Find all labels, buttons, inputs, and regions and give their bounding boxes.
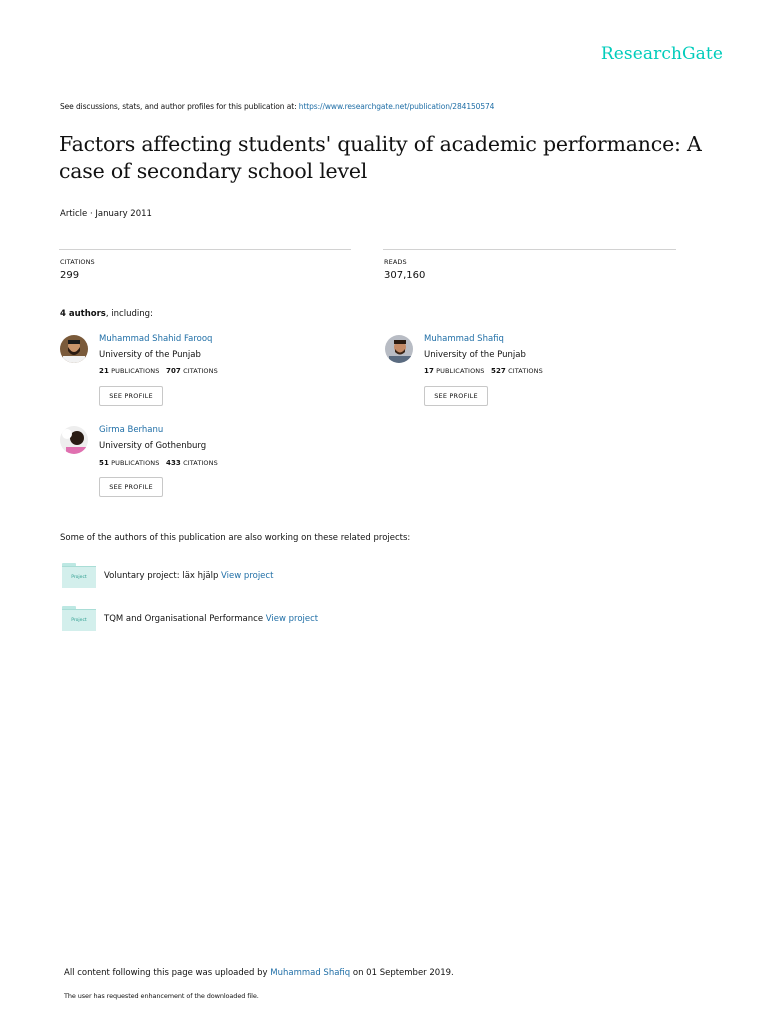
citations-value: 299	[60, 270, 80, 281]
related-projects-heading: Some of the authors of this publication are also working on these related projects:	[60, 533, 411, 543]
publication-url-link[interactable]: https://www.researchgate.net/publication/284150574	[298, 102, 495, 111]
author-institution: University of the Punjab	[424, 350, 526, 360]
citations-label: CITATIONS	[183, 459, 218, 467]
avatar-image	[60, 426, 88, 454]
project-icon-label: Project	[62, 566, 96, 588]
project-item	[104, 614, 318, 624]
avatar[interactable]	[60, 426, 88, 454]
citations-label: CITATIONS	[508, 367, 543, 375]
citations-label: CITATIONS	[183, 367, 218, 375]
project-folder-icon	[62, 563, 96, 587]
author-institution: University of Gothenburg	[99, 441, 207, 451]
avatar[interactable]	[60, 335, 88, 363]
authors-heading	[60, 309, 153, 319]
project-item	[104, 571, 273, 581]
reads-value: 307,160	[384, 270, 426, 281]
view-project-link[interactable]: View project	[265, 614, 319, 624]
researchgate-logo[interactable]: ResearchGate	[600, 44, 723, 64]
author-stats	[99, 459, 218, 467]
citations-count: 707	[165, 367, 181, 375]
author-name-link[interactable]: Girma Berhanu	[99, 425, 164, 435]
citations-label: CITATIONS	[60, 258, 95, 266]
author-institution: University of the Punjab	[99, 350, 201, 360]
citations-divider	[59, 249, 351, 250]
project-name: Voluntary project: läx hjälp	[104, 571, 219, 581]
authors-count: 4 authors	[60, 309, 106, 319]
uploader-link[interactable]: Muhammad Shafiq	[270, 968, 351, 978]
discussion-line	[60, 102, 494, 111]
reads-label: READS	[384, 258, 407, 266]
discussion-text: See discussions, stats, and author profiles for this publication at:	[60, 102, 297, 111]
citations-count: 527	[490, 367, 506, 375]
author-stats	[424, 367, 543, 375]
author-stats	[99, 367, 218, 375]
citations-count: 433	[165, 459, 181, 467]
project-folder-icon	[62, 606, 96, 630]
see-profile-button[interactable]: SEE PROFILE	[99, 477, 163, 497]
author-name-link[interactable]: Muhammad Shahid Farooq	[99, 334, 213, 344]
publications-label: PUBLICATIONS	[111, 367, 160, 375]
avatar[interactable]	[385, 335, 413, 363]
avatar-image	[60, 335, 88, 363]
upload-note	[64, 968, 454, 978]
publication-title: Factors affecting students' quality of academic performance: A case of secondary school level	[59, 132, 702, 183]
view-project-link[interactable]: View project	[221, 571, 274, 581]
author-name-link[interactable]: Muhammad Shafiq	[424, 334, 504, 344]
project-icon-label: Project	[62, 609, 96, 631]
reads-divider	[383, 249, 676, 250]
see-profile-button[interactable]: SEE PROFILE	[424, 386, 488, 406]
publications-count: 51	[99, 459, 109, 467]
enhancement-note: The user has requested enhancement of the downloaded file.	[64, 992, 259, 1000]
publications-count: 17	[424, 367, 434, 375]
publications-label: PUBLICATIONS	[436, 367, 485, 375]
publication-meta: Article · January 2011	[60, 209, 152, 219]
upload-prefix: All content following this page was uploaded by	[64, 968, 268, 978]
publications-count: 21	[99, 367, 109, 375]
upload-suffix: on 01 September 2019.	[352, 968, 454, 978]
publications-label: PUBLICATIONS	[111, 459, 160, 467]
see-profile-button[interactable]: SEE PROFILE	[99, 386, 163, 406]
authors-heading-rest: , including:	[105, 309, 153, 319]
project-name: TQM and Organisational Performance	[104, 614, 264, 624]
avatar-image	[385, 335, 413, 363]
